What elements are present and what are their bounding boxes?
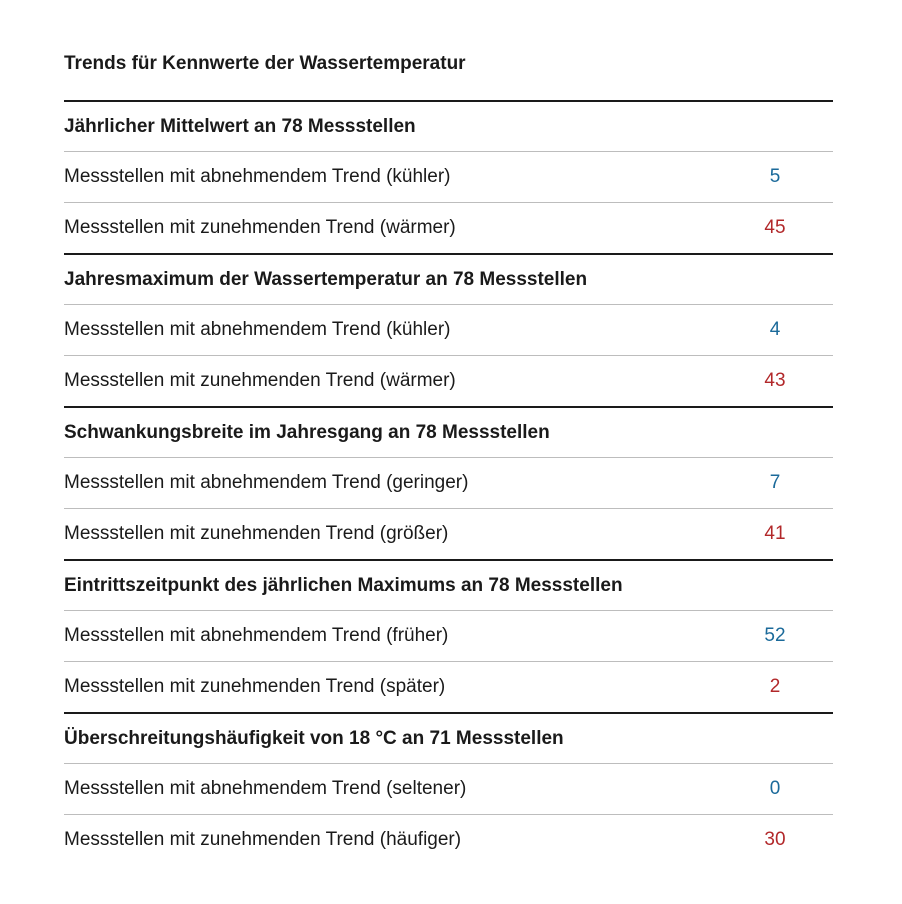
row-label: Messstellen mit abnehmendem Trend (früher): [64, 625, 449, 646]
section-maximum-timing: [64, 561, 833, 714]
section-annual-range: [64, 408, 833, 561]
row-label: Messstellen mit abnehmendem Trend (seltener): [64, 778, 467, 799]
row-label: Messstellen mit zunehmenden Trend (wärmer): [64, 370, 456, 391]
table-row: [64, 356, 833, 406]
section-heading: Eintrittszeitpunkt des jährlichen Maximums an 78 Messstellen: [64, 561, 833, 611]
row-value-decreasing: 5: [769, 166, 781, 187]
row-value-increasing: 41: [764, 523, 786, 544]
row-label: Messstellen mit abnehmendem Trend (kühler): [64, 319, 451, 340]
table-row: [64, 305, 833, 356]
section-exceedance-frequency: [64, 714, 833, 865]
table-row: [64, 815, 833, 865]
table-row: [64, 611, 833, 662]
row-value-increasing: 2: [769, 676, 781, 697]
section-heading: Überschreitungshäufigkeit von 18 °C an 71 Messstellen: [64, 714, 833, 764]
row-value-decreasing: 0: [769, 778, 781, 799]
row-value-decreasing: 7: [769, 472, 781, 493]
table-row: [64, 458, 833, 509]
row-label: Messstellen mit zunehmenden Trend (größer): [64, 523, 449, 544]
trend-table: [64, 100, 833, 865]
section-heading: Jährlicher Mittelwert an 78 Messstellen: [64, 102, 833, 152]
row-value-increasing: 30: [764, 829, 786, 850]
row-label: Messstellen mit zunehmenden Trend (häufiger): [64, 829, 462, 850]
row-label: Messstellen mit zunehmenden Trend (wärmer): [64, 217, 456, 238]
table-row: [64, 764, 833, 815]
row-value-decreasing: 52: [764, 625, 786, 646]
row-label: Messstellen mit abnehmendem Trend (kühler): [64, 166, 451, 187]
row-label: Messstellen mit abnehmendem Trend (geringer): [64, 472, 469, 493]
row-value-decreasing: 4: [769, 319, 781, 340]
section-heading: Jahresmaximum der Wassertemperatur an 78 Messstellen: [64, 255, 833, 305]
table-row: [64, 203, 833, 253]
section-annual-mean: [64, 102, 833, 255]
table-row: [64, 662, 833, 712]
table-row: [64, 509, 833, 559]
page-title: Trends für Kennwerte der Wassertemperatur: [64, 53, 466, 74]
section-annual-maximum: [64, 255, 833, 408]
table-row: [64, 152, 833, 203]
row-label: Messstellen mit zunehmenden Trend (später): [64, 676, 446, 697]
row-value-increasing: 45: [764, 217, 786, 238]
row-value-increasing: 43: [764, 370, 786, 391]
section-heading: Schwankungsbreite im Jahresgang an 78 Messstellen: [64, 408, 833, 458]
